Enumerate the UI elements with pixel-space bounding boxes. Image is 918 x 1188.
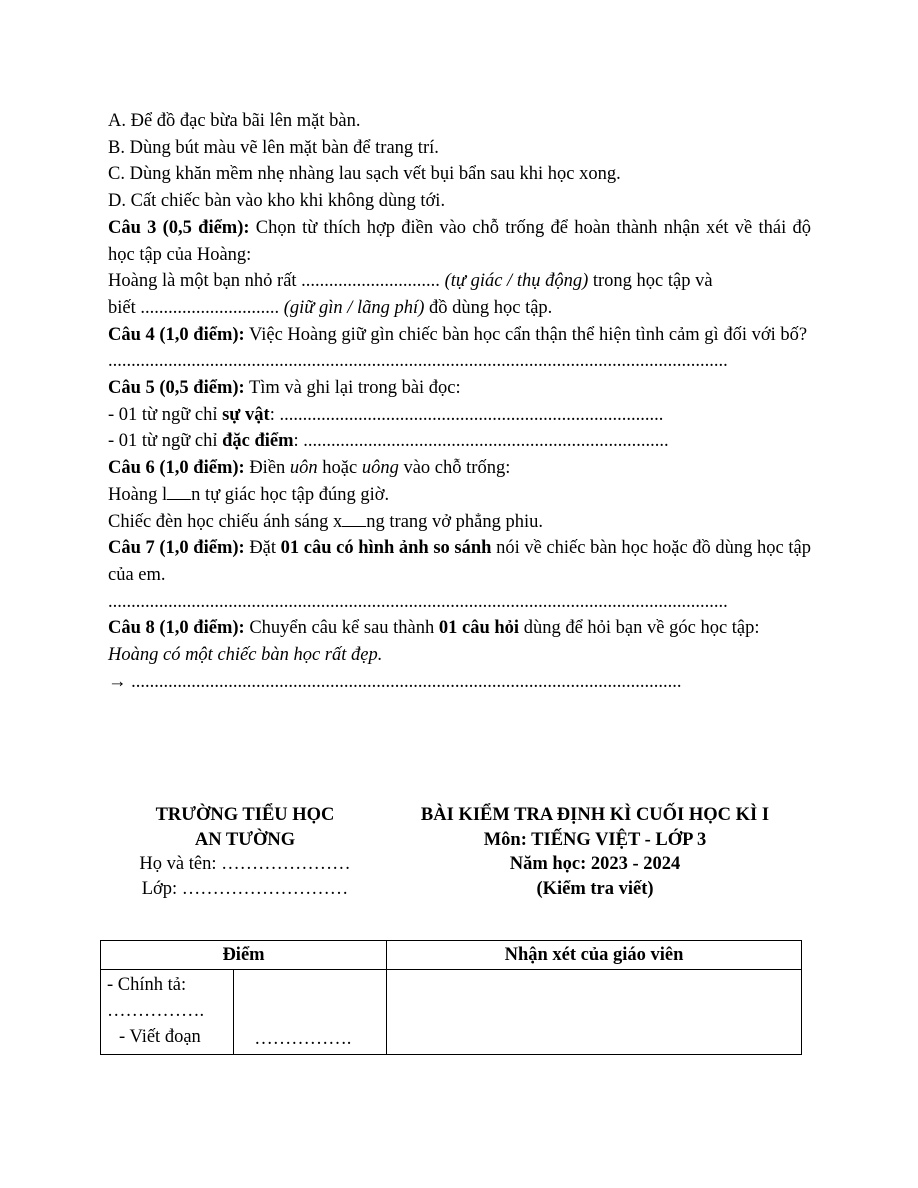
q3-line2-hint: (giữ gìn / lãng phí) bbox=[283, 297, 425, 318]
teacher-comment-cell[interactable] bbox=[387, 970, 802, 1055]
exam-subject: Môn: TIẾNG VIỆT - LỚP 3 bbox=[483, 829, 707, 850]
question-5-item-2[interactable] bbox=[108, 428, 811, 455]
question-8-answer-line[interactable]: → ....................................................................................................................... bbox=[108, 671, 682, 692]
question-6-sentence-1 bbox=[108, 482, 811, 509]
question-5-item-1[interactable] bbox=[108, 402, 811, 429]
q8-text-a: Chuyển câu kể sau thành bbox=[244, 618, 439, 639]
score-values-cell[interactable] bbox=[234, 970, 387, 1055]
q3-line2-text: biết .............................. bbox=[108, 297, 284, 318]
option-b: B. Dùng bút màu vẽ lên mặt bàn để trang trí. bbox=[108, 137, 439, 158]
option-a: A. Để đồ đạc bừa bãi lên mặt bàn. bbox=[108, 111, 361, 131]
question-7 bbox=[108, 535, 811, 588]
chinh-ta-score-blank[interactable]: ……………. bbox=[107, 1001, 205, 1021]
question-3-text: Chọn từ thích hợp điền vào chỗ trống để hoàn thành nhận xét về thái độ học tập của Hoàng: bbox=[108, 217, 811, 265]
exam-year: Năm học: 2023 - 2024 bbox=[509, 854, 681, 874]
exam-header bbox=[100, 803, 820, 913]
school-name-line-2: AN TƯỜNG bbox=[194, 829, 296, 850]
q6-text-b: hoặc bbox=[317, 458, 362, 479]
q3-line1-end: trong học tập và bbox=[588, 271, 713, 292]
question-8-label: Câu 8 (1,0 điểm): bbox=[108, 618, 245, 639]
school-info bbox=[100, 803, 390, 901]
question-3-line-1 bbox=[108, 268, 811, 295]
q6-s1-blank[interactable] bbox=[167, 485, 191, 500]
question-8 bbox=[108, 615, 811, 642]
question-7-answer-line[interactable]: ...................................................................................................................................... bbox=[108, 591, 728, 612]
q5-item1-prefix: - 01 từ ngữ chỉ bbox=[108, 404, 223, 425]
question-6-sentence-2 bbox=[108, 509, 811, 536]
q5-item2-prefix: - 01 từ ngữ chỉ bbox=[108, 431, 223, 452]
question-5 bbox=[108, 375, 811, 402]
chinh-ta-label: - Chính tả: bbox=[107, 975, 187, 995]
question-5-text: Tìm và ghi lại trong bài đọc: bbox=[244, 378, 461, 399]
score-table-row bbox=[101, 970, 802, 1055]
option-c: C. Dùng khăn mềm nhẹ nhàng lau sạch vết bụi bẩn sau khi học xong. bbox=[108, 164, 621, 185]
score-column-header: Điểm bbox=[101, 941, 387, 970]
q7-text-a: Đặt bbox=[244, 538, 281, 559]
q6-s2-start: Chiếc đèn học chiếu ánh sáng x bbox=[108, 511, 343, 532]
q6-text-a: Điền bbox=[244, 458, 290, 479]
q6-s2-end: ng trang vở phẳng phiu. bbox=[366, 511, 544, 532]
question-8-sentence: Hoàng có một chiếc bàn học rất đẹp. bbox=[108, 645, 383, 666]
question-7-label: Câu 7 (1,0 điểm): bbox=[108, 538, 245, 559]
exam-info bbox=[385, 803, 805, 901]
q3-line2-end: đồ dùng học tập. bbox=[424, 297, 553, 318]
q6-s1-start: Hoàng l bbox=[108, 484, 168, 505]
teacher-comment-header: Nhận xét của giáo viên bbox=[387, 941, 802, 970]
question-6 bbox=[108, 455, 811, 482]
score-table-header bbox=[101, 941, 802, 970]
q5-item2-blank: : ............................................................................... bbox=[293, 431, 669, 452]
q6-s2-blank[interactable] bbox=[342, 512, 366, 527]
exam-type: (Kiểm tra viết) bbox=[536, 878, 654, 899]
q5-item2-keyword: đặc điểm bbox=[222, 431, 294, 452]
question-4-answer-line[interactable]: ...................................................................................................................................... bbox=[108, 351, 728, 372]
q8-emphasis: 01 câu hỏi bbox=[438, 618, 520, 639]
q7-emphasis: 01 câu có hình ảnh so sánh bbox=[280, 538, 492, 559]
q6-option-1: uôn bbox=[289, 458, 318, 479]
student-class-field[interactable]: Lớp: ……………………… bbox=[141, 878, 349, 899]
q5-item1-blank: : ................................................................................... bbox=[269, 404, 664, 425]
question-6-label: Câu 6 (1,0 điểm): bbox=[108, 458, 245, 479]
q7-text-b: nói về chiếc bàn học hoặc đồ dùng học tập của em. bbox=[108, 538, 811, 585]
q6-option-2: uông bbox=[361, 458, 399, 479]
student-name-field[interactable]: Họ và tên: ………………… bbox=[139, 854, 351, 874]
q3-line1-text: Hoàng là một bạn nhỏ rất .............................. bbox=[108, 271, 445, 292]
question-4-label: Câu 4 (1,0 điểm): bbox=[108, 324, 245, 345]
viet-doan-score-blank[interactable]: ……………. bbox=[254, 1029, 352, 1049]
question-3-line-2 bbox=[108, 295, 811, 322]
score-labels-cell bbox=[101, 970, 234, 1055]
option-d: D. Cất chiếc bàn vào kho khi không dùng tới. bbox=[108, 191, 446, 212]
q6-text-c: vào chỗ trống: bbox=[398, 458, 511, 479]
school-name-line-1: TRƯỜNG TIỂU HỌC bbox=[155, 805, 335, 825]
q5-item1-keyword: sự vật bbox=[222, 404, 270, 425]
question-3-label: Câu 3 (0,5 điểm): bbox=[108, 217, 250, 238]
viet-doan-label: - Viết đoạn bbox=[119, 1027, 201, 1047]
exam-title: BÀI KIỂM TRA ĐỊNH KÌ CUỐI HỌC KÌ I bbox=[420, 805, 770, 825]
question-5-label: Câu 5 (0,5 điểm): bbox=[108, 378, 245, 399]
q8-text-b: dùng để hỏi bạn về góc học tập: bbox=[519, 618, 760, 639]
question-4 bbox=[108, 322, 811, 349]
q6-s1-end: n tự giác học tập đúng giờ. bbox=[191, 484, 390, 505]
score-table bbox=[100, 940, 802, 1055]
q3-line1-hint: (tự giác / thụ động) bbox=[444, 271, 589, 292]
question-4-text: Việc Hoàng giữ gìn chiếc bàn học cẩn thận thể hiện tình cảm gì đối với bố? bbox=[244, 324, 808, 345]
exam-page bbox=[108, 108, 811, 695]
question-3 bbox=[108, 215, 811, 268]
